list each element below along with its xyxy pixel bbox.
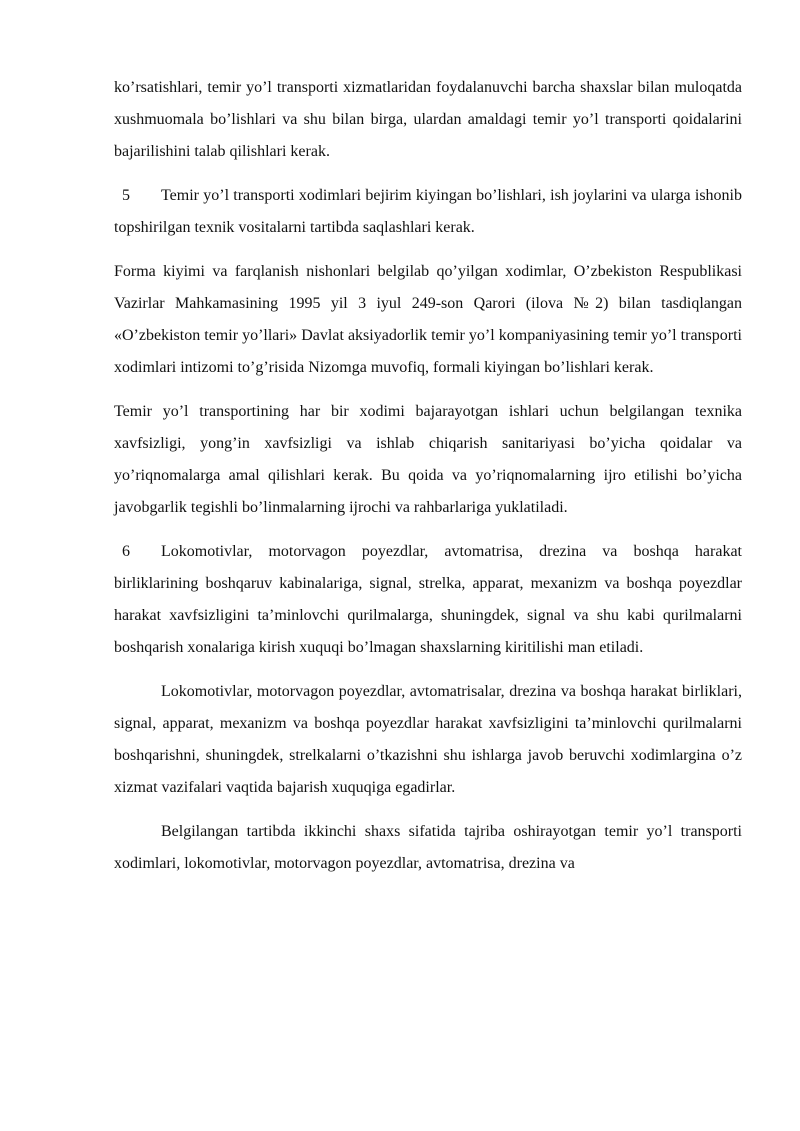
paragraph-trainees: Belgilangan tartibda ikkinchi shaxs sifatida tajriba oshirayotgan temir yo’l transporti xodimlari, lokomotivlar, motorvagon poyezdlar, avtomatrisa, drezina va	[114, 823, 742, 872]
paragraph-uniform: Forma kiyimi va farqlanish nishonlari belgilab qo’yilgan xodimlar, O’zbekiston Respublikasi Vazirlar Mahkamasining 1995 yil 3 iyul 249-son Qarori (ilova №2) bilan tasdiqlangan «O’zbekiston temir yo’llari» Davlat aksiyadorlik temir yo’l kompaniyasining temir yo’l transporti xodimlari intizomi to’g’risida Nizomga muvofiq, formali kiyingan bo’lishlari kerak.	[114, 263, 742, 376]
document-page	[114, 72, 742, 892]
clause-text: Lokomotivlar, motorvagon poyezdlar, avtomatrisa, drezina va boshqa harakat birliklarining boshqaruv kabinalariga, signal, strelka, apparat, mexanizm va boshqa poyezdlar harakat xavfsizligini ta’minlovchi qurilmalarga, shuningdek, signal va shu kabi qurilmalarni boshqarish xonalariga kirish xuquqi bo’lmagan shaxslarning kiritilishi man etiladi.	[114, 543, 742, 656]
paragraph-clause-5	[114, 180, 742, 244]
clause-number: 6	[122, 543, 130, 560]
clause-number: 5	[122, 187, 130, 204]
paragraph-clause-6	[114, 536, 742, 664]
clause-text: Temir yo’l transporti xodimlari bejirim kiyingan bo’lishlari, ish joylarini va ularga ishonib topshirilgan texnik vositalarni tartibda saqlashlari kerak.	[114, 187, 742, 236]
paragraph-safety-rules: Temir yo’l transportining har bir xodimi bajarayotgan ishlari uchun belgilangan texnika xavfsizligi, yong’in xavfsizligi va ishlab chiqarish sanitariyasi bo’yicha qoidalar va yo’riqnomalarga amal qilishlari kerak. Bu qoida va yo’riqnomalarning ijro etilishi bo’yicha javobgarlik tegishli bo’linmalarning ijrochi va rahbarlariga yuklatiladi.	[114, 403, 742, 516]
paragraph-operating-rights: Lokomotivlar, motorvagon poyezdlar, avtomatrisalar, drezina va boshqa harakat birliklari, signal, apparat, mexanizm va boshqa poyezdlar harakat xavfsizligini ta’minlovchi qurilmalarni boshqarishni, shuningdek, strelkalarni o’tkazishni shu ishlarga javob beruvchi xodimlargina o’z xizmat vazifalari vaqtida bajarish xuquqiga egadirlar.	[114, 683, 742, 796]
paragraph-continuation: ko’rsatishlari, temir yo’l transporti xizmatlaridan foydalanuvchi barcha shaxslar bilan muloqatda xushmuomala bo’lishlari va shu bilan birga, ulardan amaldagi temir yo’l transporti qoidalarini bajarilishini talab qilishlari kerak.	[114, 79, 742, 160]
